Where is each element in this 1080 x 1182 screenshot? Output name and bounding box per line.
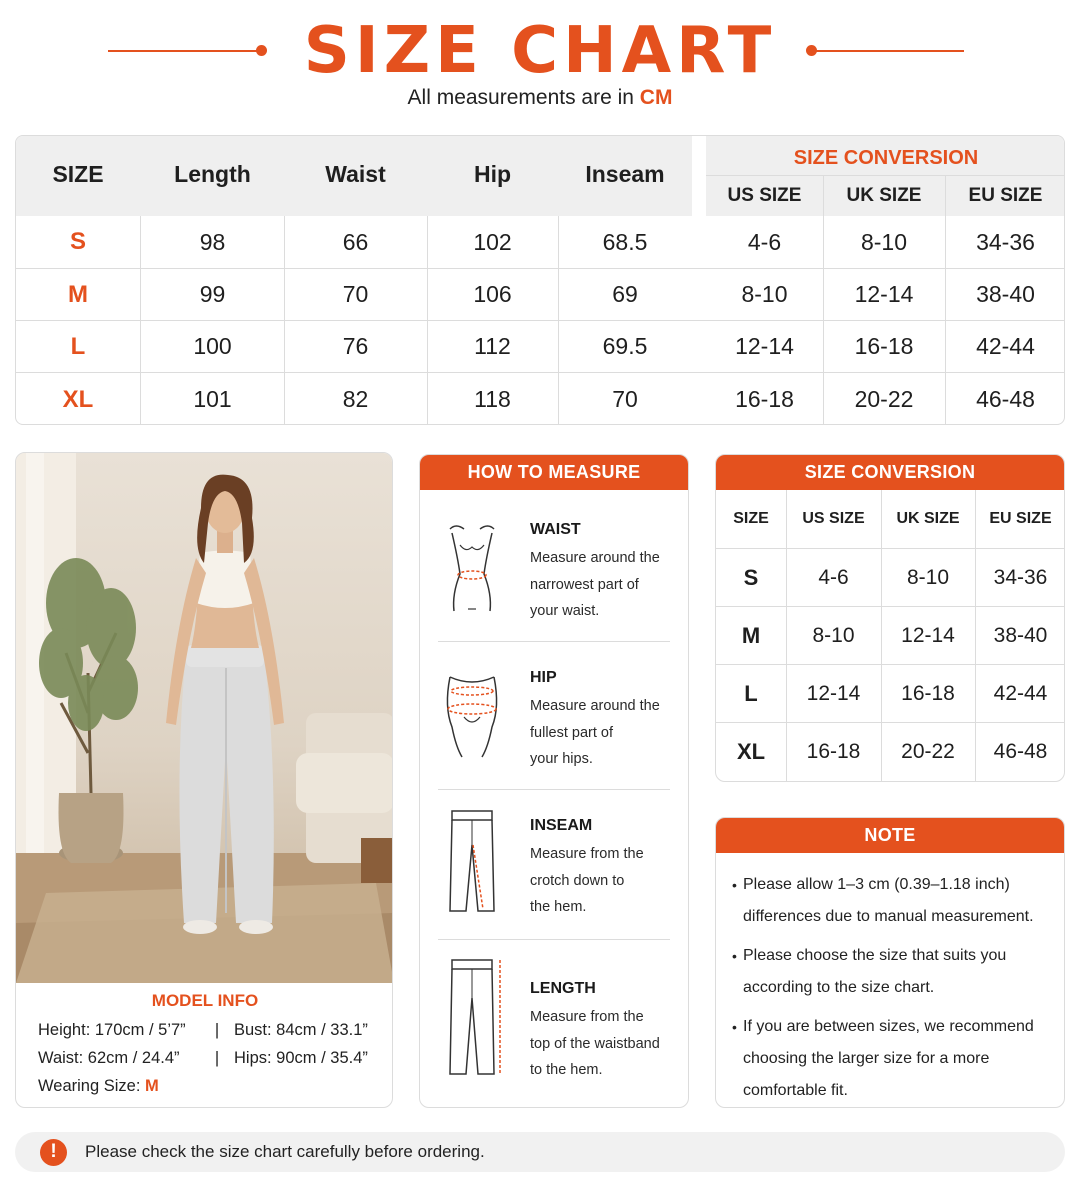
model-waist: Waist: 62cm / 24.4” xyxy=(38,1049,180,1067)
us-size-cell: 4-6 xyxy=(818,565,849,589)
measure-line: your waist. xyxy=(530,603,600,619)
size-cell: M xyxy=(741,622,761,648)
waist-cell: 66 xyxy=(342,228,369,255)
inseam-cell: 70 xyxy=(612,386,638,412)
table-gap xyxy=(692,136,706,425)
how-to-measure-card xyxy=(419,454,689,1108)
us-size-cell: 16-18 xyxy=(806,740,861,763)
note-line: choosing the larger size for a more xyxy=(743,1050,990,1067)
note-line: Please allow 1–3 cm (0.39–1.18 inch) xyxy=(743,876,1010,893)
uk-size-cell: 16-18 xyxy=(901,681,955,705)
how-to-measure-title: HOW TO MEASURE xyxy=(420,455,688,490)
separator: | xyxy=(214,1021,220,1039)
us-size-cell: 12-14 xyxy=(806,681,861,705)
col-header-uk-size: UK SIZE xyxy=(896,510,960,527)
bullet-icon: • xyxy=(732,877,737,893)
size-cell: M xyxy=(68,280,88,308)
size-cell: L xyxy=(70,332,86,360)
size-conversion-card xyxy=(715,454,1065,782)
model-photo-illustration xyxy=(16,453,393,983)
measure-text xyxy=(530,521,680,625)
hip-cell: 118 xyxy=(474,386,511,412)
col-header-uk-size: UK SIZE xyxy=(846,185,922,206)
note-list xyxy=(716,853,1064,1107)
model-hips: Hips: 90cm / 35.4” xyxy=(234,1049,368,1067)
decorative-line-right xyxy=(812,50,964,52)
uk-size-cell: 20-22 xyxy=(901,740,955,763)
model-card xyxy=(15,452,393,1108)
measure-title: HIP xyxy=(530,669,557,686)
bullet-icon: • xyxy=(732,948,737,964)
pants-inseam-icon xyxy=(442,809,502,919)
eu-size-cell: 34-36 xyxy=(993,565,1048,589)
measure-title: WAIST xyxy=(530,521,581,538)
uk-size-cell: 12-14 xyxy=(854,281,914,307)
measure-line: the hem. xyxy=(530,899,587,915)
note-card xyxy=(715,817,1065,1108)
note-title: NOTE xyxy=(716,818,1064,853)
waist-cell: 70 xyxy=(342,281,369,307)
col-header-length: Length xyxy=(174,160,251,187)
eu-size-cell: 34-36 xyxy=(976,228,1035,255)
measure-title: INSEAM xyxy=(530,817,593,834)
conversion-title: SIZE CONVERSION xyxy=(793,146,979,169)
model-photo xyxy=(16,453,393,983)
measure-line: crotch down to xyxy=(530,872,625,889)
wearing-label: Wearing Size: xyxy=(38,1077,145,1095)
length-cell: 99 xyxy=(199,281,226,307)
measure-item-length xyxy=(420,960,689,1100)
col-header-hip: Hip xyxy=(473,160,512,187)
eu-size-cell: 46-48 xyxy=(993,740,1048,763)
wearing-size: M xyxy=(145,1077,159,1095)
uk-size-cell: 8-10 xyxy=(906,565,950,589)
measure-text xyxy=(530,980,680,1084)
measure-line: Measure around the xyxy=(530,698,660,714)
model-info-row xyxy=(38,1021,372,1049)
eu-size-cell: 46-48 xyxy=(976,386,1035,412)
note-line: differences due to manual measurement. xyxy=(743,908,1034,925)
measure-text xyxy=(530,817,680,921)
measure-line: to the hem. xyxy=(530,1062,603,1078)
measure-line: Measure from the xyxy=(530,1009,644,1025)
footer-banner xyxy=(15,1132,1065,1172)
measure-line: your hips. xyxy=(530,751,593,767)
eu-size-cell: 38-40 xyxy=(976,281,1035,307)
size-conversion-title: SIZE CONVERSION xyxy=(716,455,1064,490)
col-header-eu-size: EU SIZE xyxy=(968,185,1043,206)
size-cell: L xyxy=(744,680,758,706)
measure-line: Measure around the xyxy=(530,550,660,566)
measure-item-inseam xyxy=(420,811,689,936)
divider xyxy=(438,789,670,790)
waist-cell: 82 xyxy=(342,386,369,412)
note-line: Please choose the size that suits you xyxy=(743,947,1007,964)
note-line: comfortable fit. xyxy=(743,1082,848,1099)
bullet-icon: • xyxy=(732,1019,737,1035)
separator: | xyxy=(214,1049,220,1067)
hip-cell: 112 xyxy=(474,333,511,359)
measure-item-waist xyxy=(420,515,689,640)
model-info-title: MODEL INFO xyxy=(151,991,259,1010)
hip-cell: 102 xyxy=(473,228,512,255)
waist-cell: 76 xyxy=(342,333,369,359)
eu-size-cell: 38-40 xyxy=(993,623,1048,647)
us-size-cell: 16-18 xyxy=(735,386,794,412)
page-title: SIZE CHART xyxy=(303,14,777,88)
footer-text: Please check the size chart carefully before ordering. xyxy=(85,1142,485,1161)
length-cell: 101 xyxy=(193,386,232,412)
measure-line: Measure from the xyxy=(530,846,644,862)
pants-length-icon xyxy=(442,958,512,1080)
note-line: If you are between sizes, we recommend xyxy=(743,1018,1034,1035)
col-header-us-size: US SIZE xyxy=(727,185,802,206)
col-header-size: SIZE xyxy=(733,510,769,527)
measure-line: fullest part of xyxy=(530,724,614,741)
measure-line: narrowest part of xyxy=(530,576,639,593)
note-item xyxy=(732,869,1050,933)
alert-icon: ! xyxy=(40,1139,67,1166)
page-subtitle xyxy=(0,86,1080,110)
size-table xyxy=(15,135,1065,425)
measure-line: top of the waistband xyxy=(530,1035,660,1052)
note-line: according to the size chart. xyxy=(743,979,935,996)
length-cell: 100 xyxy=(193,333,232,359)
subtitle-text: All measurements are in xyxy=(407,86,640,109)
measure-item-hip xyxy=(420,663,689,788)
waist-figure-icon xyxy=(442,519,502,614)
subtitle-unit: CM xyxy=(639,86,673,109)
size-cell: XL xyxy=(736,739,766,764)
us-size-cell: 4-6 xyxy=(747,228,782,255)
us-size-cell: 8-10 xyxy=(812,623,855,647)
hip-cell: 106 xyxy=(473,281,512,307)
measure-text xyxy=(530,669,680,773)
divider xyxy=(438,939,670,940)
size-cell: S xyxy=(69,228,86,255)
measure-title: LENGTH xyxy=(530,980,596,997)
us-size-cell: 12-14 xyxy=(735,333,794,359)
size-cell: XL xyxy=(62,385,94,413)
eu-size-cell: 42-44 xyxy=(976,333,1035,359)
model-bust: Bust: 84cm / 33.1” xyxy=(234,1021,368,1039)
divider xyxy=(438,641,670,642)
note-item xyxy=(732,940,1050,1004)
model-info-row xyxy=(38,1049,372,1077)
uk-size-cell: 20-22 xyxy=(854,386,914,412)
size-cell: S xyxy=(743,564,759,590)
col-header-us-size: US SIZE xyxy=(802,510,865,527)
eu-size-cell: 42-44 xyxy=(993,681,1048,705)
col-header-inseam: Inseam xyxy=(585,160,665,187)
us-size-cell: 8-10 xyxy=(741,281,788,307)
col-header-waist: Waist xyxy=(325,160,386,187)
header xyxy=(0,0,1080,130)
uk-size-cell: 8-10 xyxy=(860,228,908,255)
hip-figure-icon xyxy=(442,667,502,762)
inseam-cell: 69.5 xyxy=(602,333,648,359)
uk-size-cell: 12-14 xyxy=(901,623,955,647)
model-height: Height: 170cm / 5’7” xyxy=(38,1021,186,1039)
model-info-row xyxy=(38,1077,372,1105)
col-header-eu-size: EU SIZE xyxy=(989,510,1052,527)
length-cell: 98 xyxy=(199,228,226,255)
model-info xyxy=(16,983,393,1108)
note-item xyxy=(732,1011,1050,1107)
inseam-cell: 69 xyxy=(612,281,638,307)
col-header-size: SIZE xyxy=(52,160,104,187)
inseam-cell: 68.5 xyxy=(602,228,648,255)
uk-size-cell: 16-18 xyxy=(854,333,914,359)
